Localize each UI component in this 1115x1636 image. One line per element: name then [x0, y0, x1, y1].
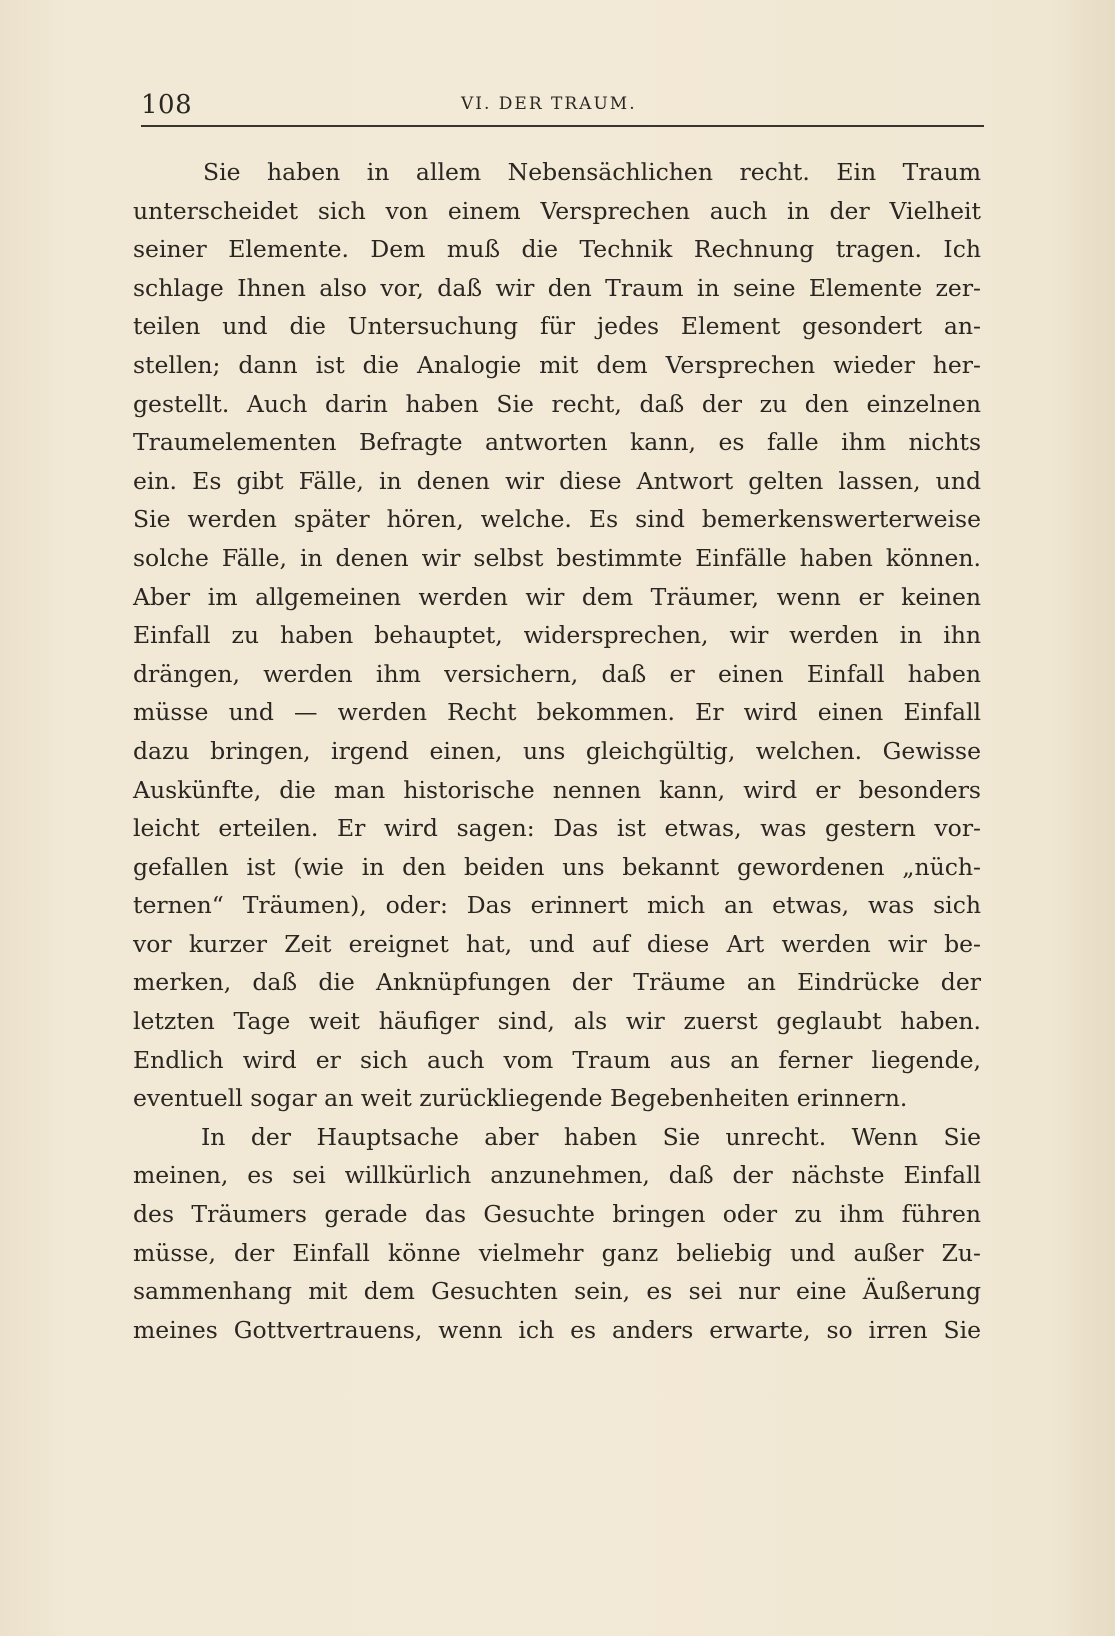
text-line: teilen und die Untersuchung für jedes Element gesondert an- — [133, 312, 981, 341]
text-line: vor kurzer Zeit ereignet hat, und auf diese Art werden wir be- — [133, 929, 981, 958]
body-text — [133, 153, 981, 1349]
text-line: Sie werden später hören, welche. Es sind bemerkenswerterweise — [133, 505, 981, 534]
page-header — [141, 86, 986, 126]
text-line: gestellt. Auch darin haben Sie recht, daß der zu den einzelnen — [133, 389, 981, 418]
text-line: stellen; dann ist die Analogie mit dem Versprechen wieder her- — [133, 350, 981, 379]
text-line: merken, daß die Anknüpfungen der Träume an Eindrücke der — [133, 968, 981, 997]
text-line: meinen, es sei willkürlich anzunehmen, daß der nächste Einfall — [133, 1161, 981, 1190]
text-line: dazu bringen, irgend einen, uns gleichgültig, welchen. Gewisse — [133, 736, 981, 765]
text-line: Traumelementen Befragte antworten kann, es falle ihm nichts — [133, 428, 981, 457]
text-line: müsse, der Einfall könne vielmehr ganz beliebig und außer Zu- — [133, 1238, 981, 1267]
text-line: müsse und — werden Recht bekommen. Er wird einen Einfall — [133, 698, 981, 727]
text-line: meines Gottvertrauens, wenn ich es anders erwarte, so irren Sie — [133, 1315, 981, 1344]
running-head: VI. DER TRAUM. — [461, 94, 637, 114]
text-line: In der Hauptsache aber haben Sie unrecht. Wenn Sie — [201, 1122, 981, 1151]
text-line: Endlich wird er sich auch vom Traum aus an ferner liegende, — [133, 1045, 981, 1074]
text-line: schlage Ihnen also vor, daß wir den Traum in seine Elemente zer- — [133, 273, 981, 302]
text-line: drängen, werden ihm versichern, daß er einen Einfall haben — [133, 659, 981, 688]
text-line: Sie haben in allem Nebensächlichen recht. Ein Traum — [203, 158, 981, 186]
text-line: Einfall zu haben behauptet, widersprechen, wir werden in ihn — [133, 621, 981, 650]
text-line: sammenhang mit dem Gesuchten sein, es sei nur eine Äußerung — [133, 1277, 981, 1306]
text-line: ein. Es gibt Fälle, in denen wir diese Antwort gelten lassen, und — [133, 466, 981, 495]
text-line: Auskünfte, die man historische nennen kann, wird er besonders — [133, 775, 981, 804]
text-line: solche Fälle, in denen wir selbst bestimmte Einfälle haben können. — [133, 543, 981, 572]
text-line: unterscheidet sich von einem Versprechen auch in der Vielheit — [133, 196, 981, 225]
text-line: ternen“ Träumen), oder: Das erinnert mich an etwas, was sich — [133, 891, 981, 920]
header-rule — [141, 125, 984, 127]
text-line: Aber im allgemeinen werden wir dem Träumer, wenn er keinen — [133, 582, 981, 611]
text-line: des Träumers gerade das Gesuchte bringen oder zu ihm führen — [133, 1200, 981, 1229]
text-line: gefallen ist (wie in den beiden uns bekannt gewordenen „nüch- — [133, 852, 981, 881]
text-line: leicht erteilen. Er wird sagen: Das ist etwas, was gestern vor- — [133, 814, 981, 843]
text-line: eventuell sogar an weit zurückliegende Begebenheiten erinnern. — [133, 1084, 908, 1113]
text-line: letzten Tage weit häufiger sind, als wir zuerst geglaubt haben. — [133, 1007, 981, 1036]
text-line: seiner Elemente. Dem muß die Technik Rechnung tragen. Ich — [133, 235, 981, 264]
page-number: 108 — [141, 90, 193, 120]
